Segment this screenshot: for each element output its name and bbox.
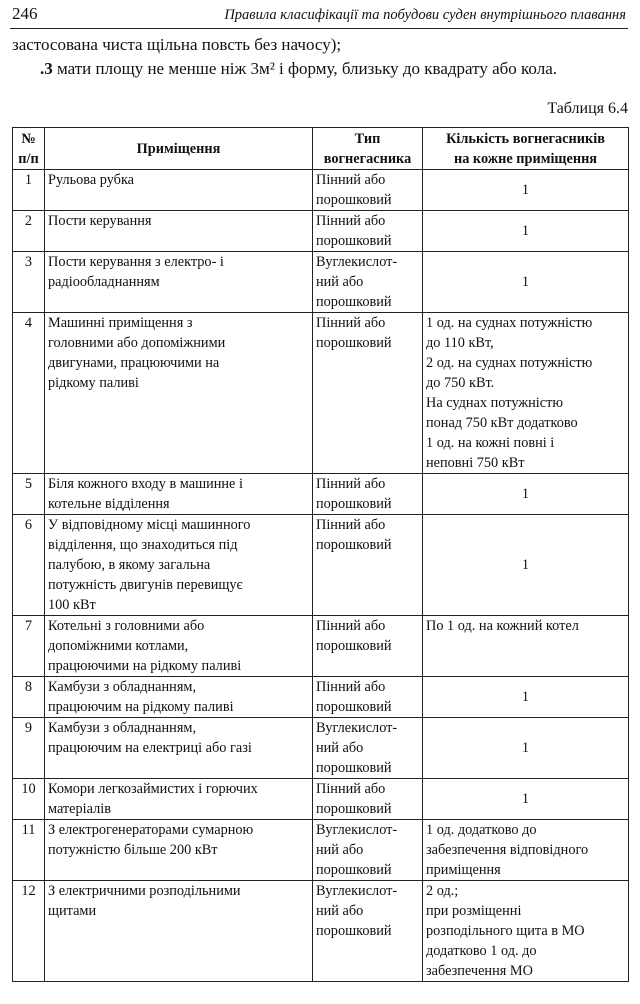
type-text: порошковий [316,862,392,878]
header-text: Приміщення [136,140,221,157]
room-text: працюючим на рідкому паливі [48,699,234,715]
quantity-text: 1 [521,223,530,239]
room-text: головними або допоміжними [48,335,226,351]
room-cell [45,170,313,211]
quantity-cell [423,474,629,515]
quantity-cell [423,170,629,211]
table-row [13,779,629,820]
quantity-text: забезпечення відповідного [426,842,589,858]
row-number: 2 [13,211,45,252]
room-cell [45,474,313,515]
quantity-text: По 1 од. на кожний котел [426,618,579,634]
row-number: 4 [13,313,45,474]
header-room [45,128,313,170]
table-row [13,718,629,779]
room-text: матеріалів [48,801,111,817]
row-number: 6 [13,515,45,616]
page-header [10,2,628,29]
item-3-label: .3 [40,59,53,78]
type-cell [313,211,423,252]
page-number: 246 [12,4,38,23]
type-cell [313,313,423,474]
quantity-text: На суднах потужністю [426,395,564,411]
type-cell [313,252,423,313]
type-text: Вуглекислот- [316,720,398,736]
quantity-cell [423,313,629,474]
room-text: Камбузи з обладнанням, [48,720,197,736]
type-text: порошковий [316,801,392,817]
type-text: Вуглекислот- [316,883,398,899]
quantity-text: приміщення [426,862,501,878]
room-text: Комори легкозаймистих і горючих [48,781,258,797]
type-text: Пінний або [316,679,386,695]
row-number: 1 [13,170,45,211]
quantity-cell [423,820,629,881]
type-text: порошковий [316,294,392,310]
type-cell [313,820,423,881]
table-row [13,677,629,718]
quantity-text: понад 750 кВт додатково [426,415,578,431]
room-cell [45,211,313,252]
type-text: ний або [316,903,364,919]
type-text: Пінний або [316,618,386,634]
type-cell [313,170,423,211]
header-text: на кожне приміщення [453,150,598,167]
quantity-text: 1 од. додатково до [426,822,537,838]
quantity-cell [423,881,629,982]
room-text: Пости керування з електро- і [48,254,224,270]
quantity-text: розподільного щита в МО [426,923,585,939]
quantity-text: при розміщенні [426,903,522,919]
type-cell [313,616,423,677]
running-title: Правила класифікації та побудови суден внутрішнього плавання [224,7,626,23]
quantity-text: 1 [521,182,530,198]
type-cell [313,474,423,515]
type-cell [313,515,423,616]
quantity-text: 1 [521,274,530,290]
quantity-text: 1 [521,740,530,756]
header-text: вогнегасника [323,150,412,167]
room-cell [45,677,313,718]
row-number: 9 [13,718,45,779]
room-text: З електричними розподільними [48,883,241,899]
header-text: № [21,130,36,147]
room-cell [45,779,313,820]
quantity-cell [423,515,629,616]
type-cell [313,718,423,779]
room-text: працюючим на електриці або газі [48,740,252,756]
table-row [13,616,629,677]
room-text: відділення, що знаходиться під [48,537,238,553]
quantity-text: 1 [521,486,530,502]
quantity-text: 1 [521,791,530,807]
type-text: порошковий [316,699,392,715]
room-cell [45,718,313,779]
room-text: потужність двигунів перевищує [48,577,243,593]
type-text: порошковий [316,496,392,512]
room-text: Рульова рубка [48,172,135,188]
row-number: 8 [13,677,45,718]
row-number: 3 [13,252,45,313]
type-text: Пінний або [316,476,386,492]
quantity-cell [423,779,629,820]
type-text: Вуглекислот- [316,822,398,838]
type-text: порошковий [316,537,392,553]
room-text: У відповідному місці машинного [48,517,251,533]
table-row [13,211,629,252]
room-text: котельне відділення [48,496,170,512]
room-text: Машинні приміщення з [48,315,193,331]
quantity-text: 1 од. на суднах потужністю [426,315,593,331]
header-text: п/п [18,150,39,167]
type-cell [313,881,423,982]
header-quantity [423,128,629,170]
quantity-cell [423,616,629,677]
quantity-cell [423,718,629,779]
room-text: рідкому паливі [48,375,139,391]
room-text: двигунами, працюючими на [48,355,220,371]
room-text: Біля кожного входу в машинне і [48,476,243,492]
room-text: Камбузи з обладнанням, [48,679,197,695]
quantity-text: до 750 кВт. [426,375,495,391]
table-row [13,313,629,474]
room-cell [45,313,313,474]
quantity-text: забезпечення МО [426,963,533,979]
room-cell [45,515,313,616]
header-extinguisher-type [313,128,423,170]
item-3-paragraph [12,58,628,80]
type-text: порошковий [316,760,392,776]
quantity-text: 2 од.; [426,883,459,899]
row-number: 5 [13,474,45,515]
type-text: порошковий [316,923,392,939]
type-text: Пінний або [316,315,386,331]
quantity-text: 1 [521,557,530,573]
quantity-cell [423,252,629,313]
room-text: працюючими на рідкому паливі [48,658,242,674]
table-row [13,881,629,982]
room-text: Котельні з головними або [48,618,205,634]
type-text: Пінний або [316,517,386,533]
quantity-text: неповні 750 кВт [426,455,525,471]
row-number: 10 [13,779,45,820]
room-text: Пости керування [48,213,152,229]
item-3-text: мати площу не менше ніж 3м² і форму, близьку до квадрату або кола. [57,59,557,78]
type-text: порошковий [316,638,392,654]
table-row [13,474,629,515]
room-cell [45,616,313,677]
table-row [13,515,629,616]
header-number [13,128,45,170]
type-text: Пінний або [316,781,386,797]
quantity-text: 1 од. на кожні повні і [426,435,555,451]
room-text: допоміжними котлами, [48,638,189,654]
room-text: 100 кВт [48,597,96,613]
table-header-row [13,128,629,170]
room-text: радіообладнанням [48,274,160,290]
type-text: ний або [316,842,364,858]
room-text: палубою, в якому загальна [48,557,211,573]
header-text: Кількість вогнегасників [446,130,605,147]
type-text: порошковий [316,335,392,351]
type-text: Вуглекислот- [316,254,398,270]
type-text: Пінний або [316,213,386,229]
room-text: щитами [48,903,97,919]
room-text: потужністю більше 200 кВт [48,842,218,858]
type-text: Пінний або [316,172,386,188]
type-text: ний або [316,740,364,756]
type-cell [313,779,423,820]
room-cell [45,881,313,982]
quantity-text: до 110 кВт, [426,335,494,351]
room-text: З електрогенераторами сумарною [48,822,254,838]
table-row [13,820,629,881]
quantity-text: додатково 1 од. до [426,943,537,959]
header-text: Тип [354,130,381,147]
quantity-text: 2 од. на суднах потужністю [426,355,593,371]
type-cell [313,677,423,718]
row-number: 12 [13,881,45,982]
fire-extinguisher-table [12,127,629,982]
table-caption: Таблиця 6.4 [547,100,628,117]
type-text: порошковий [316,233,392,249]
row-number: 7 [13,616,45,677]
continuation-text: застосована чиста щільна повсть без начосу); [12,35,342,54]
quantity-text: 1 [521,689,530,705]
room-cell [45,820,313,881]
row-number: 11 [13,820,45,881]
type-text: ний або [316,274,364,290]
type-text: порошковий [316,192,392,208]
quantity-cell [423,677,629,718]
room-cell [45,252,313,313]
quantity-cell [423,211,629,252]
table-row [13,252,629,313]
table-row [13,170,629,211]
